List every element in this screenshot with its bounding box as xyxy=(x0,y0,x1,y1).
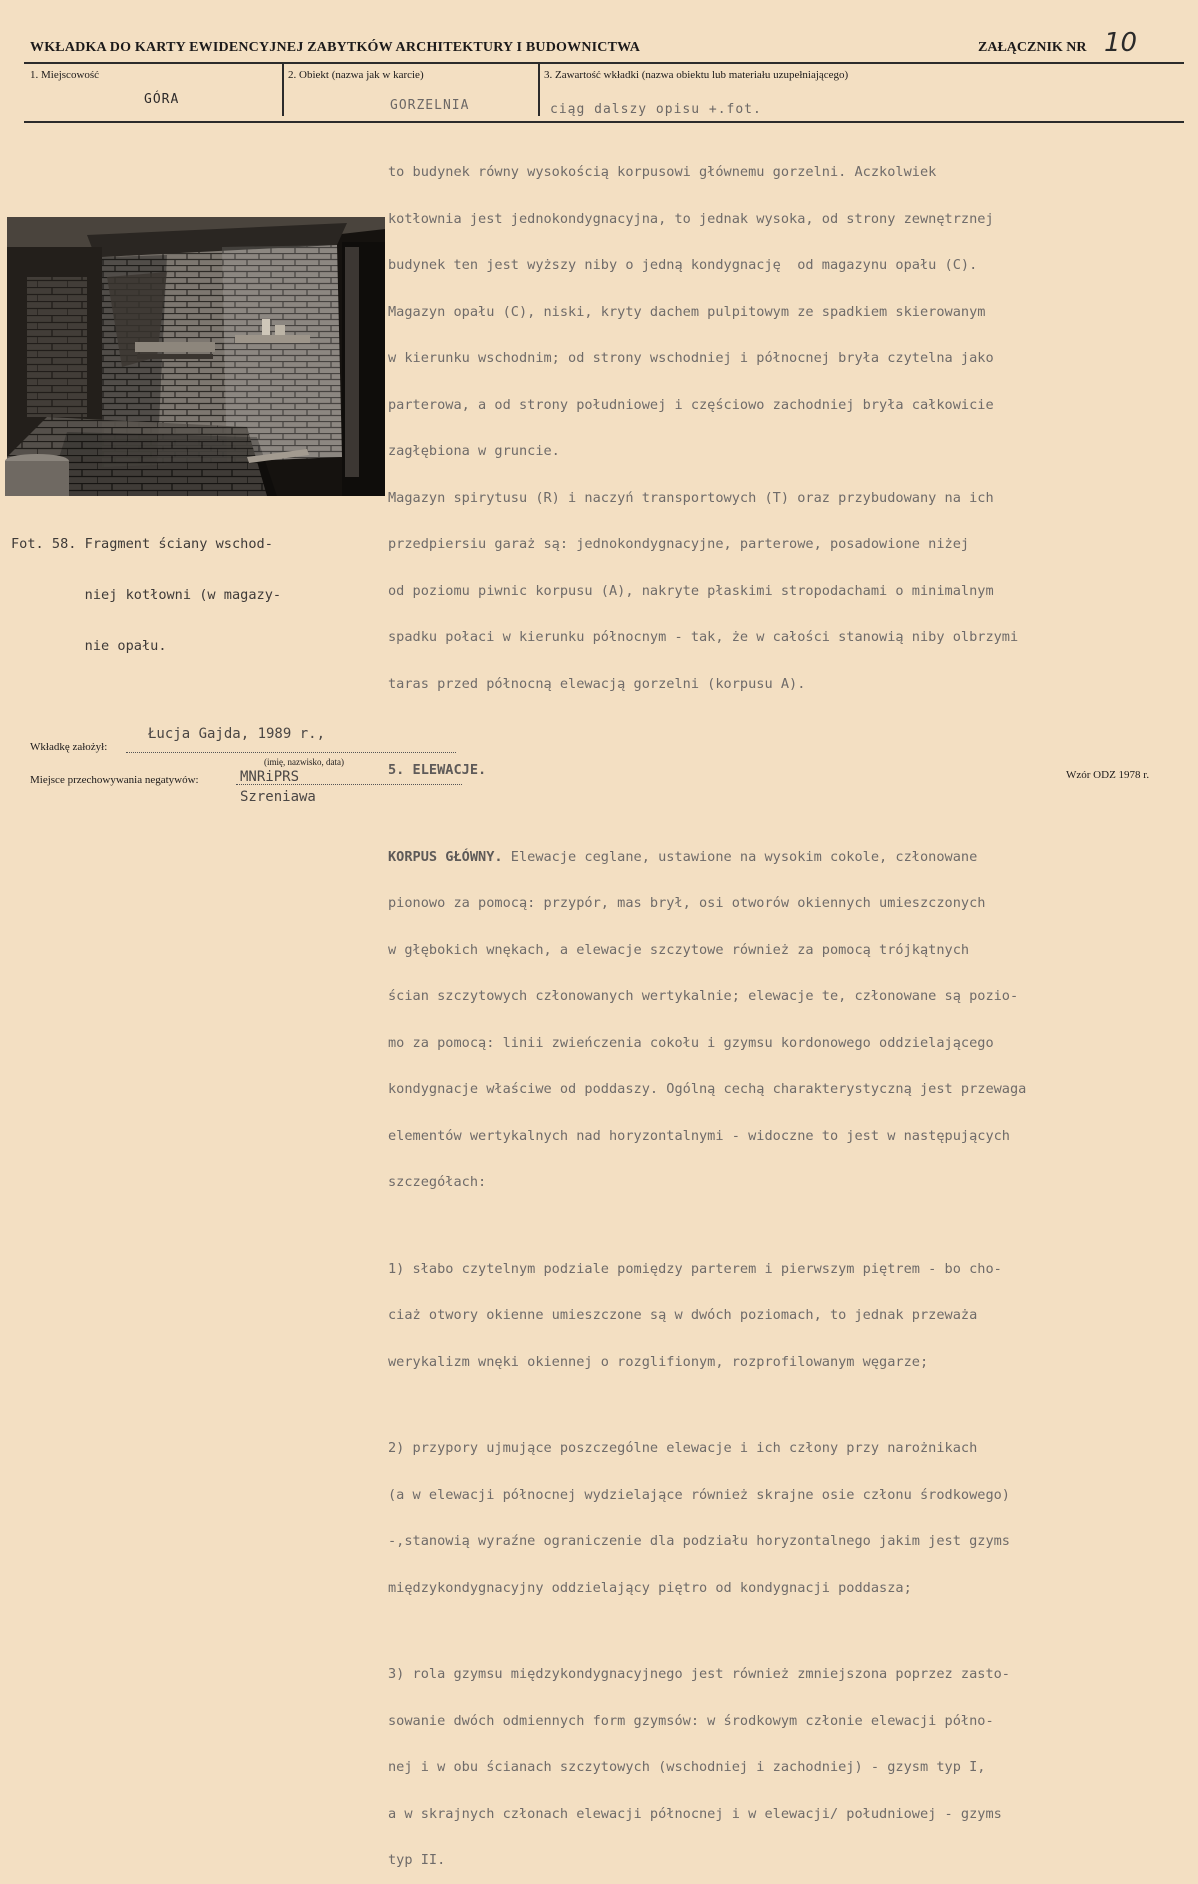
list-item-line: sowanie dwóch odmiennych form gzymsów: w środkowym członie elewacji półno- xyxy=(388,1712,994,1729)
list-item-line: 3) rola gzymsu międzykondygnacyjnego jest również zmniejszona poprzez zasto- xyxy=(388,1666,1010,1682)
photo-caption-line: Fot. 58. Fragment ściany wschod- xyxy=(11,536,273,552)
content-value: ciąg dalszy opisu +.fot. xyxy=(550,102,762,117)
list-item-line: typ II. xyxy=(388,1852,446,1868)
object-label: 2. Obiekt (nazwa jak w karcie) xyxy=(288,69,424,81)
description-text xyxy=(388,134,1168,1884)
list-item-line: a w skrajnych członach elewacji północnej i w elewacji/ południowej - gzyms xyxy=(388,1805,1002,1822)
text-line: w głębokich wnękach, a elewacje szczytowe również za pomocą trójkątnych xyxy=(388,941,970,958)
author-label: Wkładkę założył: xyxy=(30,741,108,753)
list-item-line: -,stanowią wyraźne ograniczenie dla podziału horyzontalnego jakim jest gzyms xyxy=(388,1533,1010,1549)
text-line: w kierunku wschodnim; od strony wschodniej i północnej bryła czytelna jako xyxy=(388,350,994,366)
section-heading: 5. ELEWACJE. xyxy=(388,762,487,778)
negatives-label: Miejsce przechowywania negatywów: xyxy=(30,774,199,786)
list-item-line: nej i w obu ścianach szczytowych (wschodniej i zachodniej) - gzysm typ I, xyxy=(388,1759,986,1775)
header-rule xyxy=(24,62,1184,64)
text-line: spadku połaci w kierunku północnym - tak, że w całości stanowią niby olbrzymi xyxy=(388,629,1019,645)
spacer xyxy=(388,1627,1168,1636)
spacer xyxy=(388,810,1168,819)
text-line: Magazyn opału (C), niski, kryty dachem pulpitowym ze spadkiem skierowanym xyxy=(388,303,986,320)
text-line: zagłębiona w gruncie. xyxy=(388,443,560,459)
form-template-label: Wzór ODZ 1978 r. xyxy=(1066,769,1150,781)
text-line: mo za pomocą: linii zwieńczenia cokołu i gzymsu kordonowego oddzielającego xyxy=(388,1034,994,1051)
text-line: kotłownia jest jednokondygnacyjna, to jednak wysoka, od strony zewnętrznej xyxy=(388,210,994,227)
text-line: szczegółach: xyxy=(388,1174,487,1190)
list-item-line: międzykondygnacyjny oddzielający piętro od kondygnacji poddasza; xyxy=(388,1579,912,1596)
text-line: taras przed północną elewacją gorzelni (korpusu A). xyxy=(388,675,806,692)
text-line: Magazyn spirytusu (R) i naczyń transportowych (T) oraz przybudowany na ich xyxy=(388,489,994,506)
locality-label: 1. Miejscowość xyxy=(30,69,100,81)
author-value: Łucja Gajda, 1989 r., xyxy=(148,726,326,742)
photo-caption-line: nie opału. xyxy=(11,638,167,654)
list-item-line: 2) przypory ujmujące poszczególne elewacje i ich człony przy narożnikach xyxy=(388,1440,978,1456)
list-item-line: (a w elewacji północnej wydzielające również skrajne osie członu środkowego) xyxy=(388,1486,1010,1503)
negatives-value-2: Szreniawa xyxy=(240,789,316,805)
locality-value: GÓRA xyxy=(144,92,180,107)
photo-boiler-room-wall xyxy=(7,217,385,496)
author-hint: (imię, nazwisko, data) xyxy=(264,757,344,767)
negatives-line xyxy=(236,784,462,785)
spacer xyxy=(388,1222,1168,1231)
text-line: parterowa, a od strony południowej i częściowo zachodniej bryła całkowicie xyxy=(388,396,994,413)
text-fragment: Elewacje ceglane, ustawione na wysokim cokole, członowane xyxy=(502,848,978,865)
text-line: kondygnacje właściwe od poddaszy. Ogólną cechą charakterystyczną jest przewaga xyxy=(388,1081,1027,1097)
author-line xyxy=(126,752,456,753)
text-line: ścian szczytowych członowanych wertykalnie; elewacje te, członowane są pozio- xyxy=(388,988,1019,1004)
list-item-line: 1) słabo czytelnym podziale pomiędzy parterem i pierwszym piętrem - bo cho- xyxy=(388,1260,1002,1277)
text-line: przedpiersiu garaż są: jednokondygnacyjne, parterowe, posadowione niżej xyxy=(388,536,970,552)
field-divider-2 xyxy=(538,64,540,116)
content-label: 3. Zawartość wkładki (nazwa obiektu lub materiału uzupełniającego) xyxy=(544,69,849,81)
fields-rule xyxy=(24,121,1184,123)
attachment-label: ZAŁĄCZNIK NR xyxy=(978,40,1087,55)
sub-heading: KORPUS GŁÓWNY. xyxy=(388,848,503,865)
text-line: pionowo za pomocą: przypór, mas brył, osi otworów okiennych umieszczonych xyxy=(388,895,986,911)
list-item-line: ciaż otwory okienne umieszczone są w dwóch poziomach, to jednak przeważa xyxy=(388,1307,978,1323)
list-item-line: werykalizm wnęki okiennej o rozglifionym, rozprofilowanym węgarze; xyxy=(388,1353,929,1370)
text-line: od poziomu piwnic korpusu (A), nakryte płaskimi stropodachami o minimalnym xyxy=(388,582,994,599)
text-line: elementów wertykalnych nad horyzontalnymi - widoczne to jest w następujących xyxy=(388,1127,1010,1144)
text-line xyxy=(388,850,1168,866)
object-value: GORZELNIA xyxy=(390,98,470,113)
spacer xyxy=(388,1401,1168,1410)
field-divider-1 xyxy=(282,64,284,116)
spacer xyxy=(388,723,1168,732)
negatives-value: MNRiPRS xyxy=(240,769,300,785)
text-line: budynek ten jest wyższy niby o jedną kondygnację od magazynu opału (C). xyxy=(388,257,978,273)
attachment-number: 10 xyxy=(1104,28,1138,58)
photo-caption xyxy=(11,502,281,672)
text-line: to budynek równy wysokością korpusowi głównemu gorzelni. Aczkolwiek xyxy=(388,164,937,180)
form-title: WKŁADKA DO KARTY EWIDENCYJNEJ ZABYTKÓW ARCHITEKTURY I BUDOWNICTWA xyxy=(30,40,641,55)
photo-caption-line: niej kotłowni (w magazy- xyxy=(11,587,282,603)
